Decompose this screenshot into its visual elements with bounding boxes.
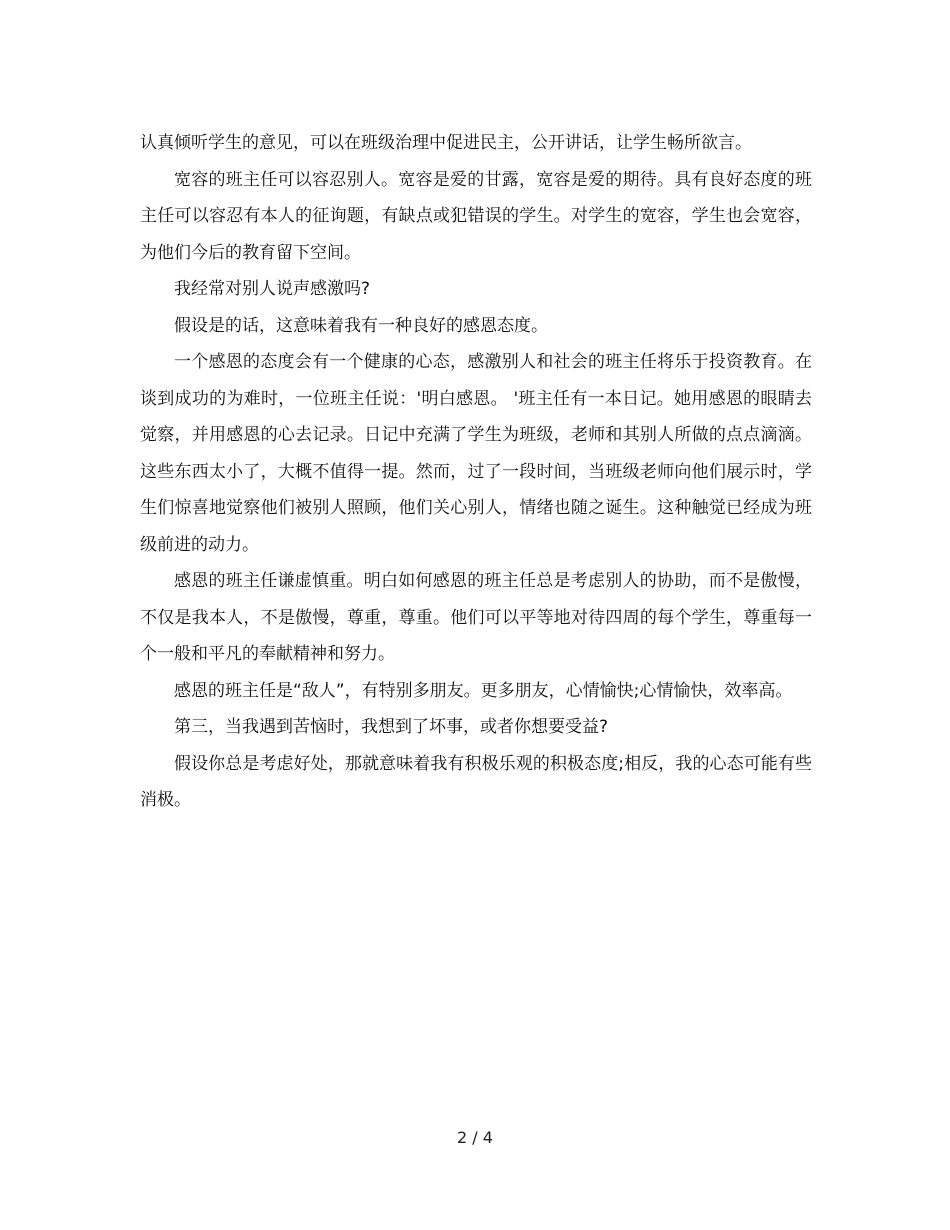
paragraph-positive-attitude: 假设你总是考虑好处，那就意味着我有积极乐观的积极态度;相反，我的心态可能有些消极。 (140, 753, 812, 810)
paragraph-tolerance: 宽容的班主任可以容忍别人。宽容是爱的甘露，宽容是爱的期待。具有良好态度的班主任可以容忍有本人的征询题，有缺点或犯错误的学生。对学生的宽容，学生也会宽容，为他们今后的教育留下空间。 (140, 169, 812, 263)
paragraph-gratitude-question: 我经常对别人说声感激吗? (174, 279, 371, 299)
document-body (140, 125, 812, 819)
paragraph-continuation: 认真倾听学生的意见，可以在班级治理中促进民主，公开讲话，让学生畅所欲言。 (140, 133, 752, 153)
paragraph-gratitude-answer: 假设是的话，这意味着我有一种良好的感恩态度。 (174, 315, 548, 336)
paragraph-gratitude-diary: 一个感恩的态度会有一个健康的心态，感激别人和社会的班主任将乐于投资教育。在谈到成功的为难时，一位班主任说：'明白感恩。 '班主任有一本日记。她用感恩的眼睛去觉察，并用感恩的心去记录。日记中充满了学生为班级，老师和其别人所做的点点滴滴。这些东西太小了，大概不值得一提。然而，过了一段时间，当班级老师向他们展示时，学生们惊喜地觉察他们被别人照顾，他们关心别人，情绪也随之诞生。这种触觉已经成为班级前进的动力。 (140, 352, 812, 555)
paragraph-friends: 感恩的班主任是“敌人”，有特别多朋友。更多朋友，心情愉快;心情愉快，效率高。 (174, 680, 793, 701)
paragraph-humility: 感恩的班主任谦虚慎重。明白如何感恩的班主任总是考虑别人的协助，而不是傲慢，不仅是我本人，不是傲慢，尊重，尊重。他们可以平等地对待四周的每个学生，尊重每一个一般和平凡的奉献精神和努力。 (140, 571, 812, 664)
page-number: 2 / 4 (457, 1128, 493, 1147)
paragraph-third-question: 第三，当我遇到苦恼时，我想到了坏事，或者你想要受益? (174, 717, 609, 737)
